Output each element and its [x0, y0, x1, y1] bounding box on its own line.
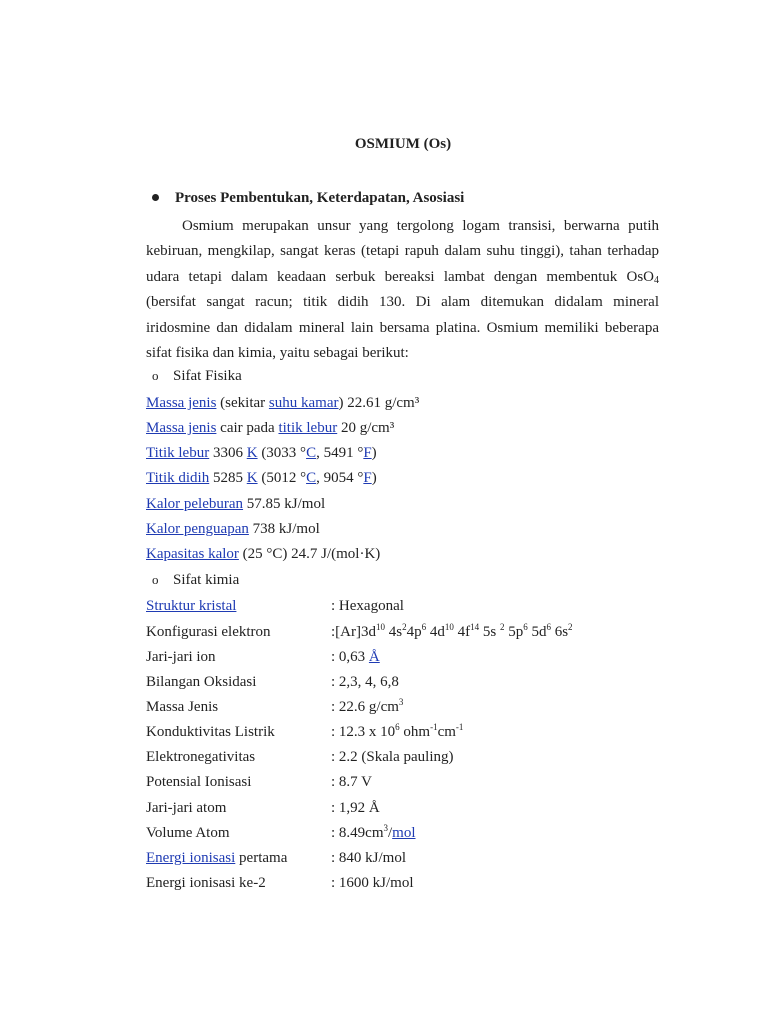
kimia-value-konduktivitas: : 12.3 x $10^6$ $ohm^{-1}cm^{-1}$: [331, 722, 464, 740]
kimia-value-struktur: : Hexagonal: [331, 598, 404, 614]
link-fahrenheit[interactable]: F: [363, 445, 372, 461]
fisika-kalor-penguapan: Kalor penguapan 738 kJ/mol: [146, 521, 320, 537]
kimia-value-potensial: : 8.7 V: [331, 774, 372, 790]
kimia-value-konfigurasi: $:[Ar]3d^{10}$ $4s^24p^6$ $4d^{10}$ $4f^{14}$ 5s $^2$ $5p^6$ $5d^6$ $6s^2$: [331, 622, 573, 640]
link-kapasitas-kalor[interactable]: Kapasitas kalor: [146, 546, 239, 562]
link-massa-jenis[interactable]: Massa jenis: [146, 420, 217, 436]
kimia-label-jari-ion: Jari-jari ion: [146, 649, 216, 665]
intro-text-cont: (bersifat sangat racun; titik didih 130. Di alam ditemukan didalam mineral iridosmine dan didalam mineral lain bersama platina. Osmium memiliki beberapa sifat fisika dan kimia, yaitu sebagai berikut:: [146, 294, 659, 362]
kimia-label-oksidasi: Bilangan Oksidasi: [146, 674, 257, 690]
page-title: OSMIUM (Os): [354, 136, 452, 152]
circle-bullet-icon: o: [152, 368, 159, 383]
kimia-label-jari-atom: Jari-jari atom: [146, 800, 227, 816]
kimia-label-energi-2: Energi ionisasi ke-2: [146, 875, 266, 891]
kimia-value-energi-1: : 840 kJ/mol: [331, 850, 407, 866]
link-celsius[interactable]: C: [306, 470, 317, 486]
subheading-label: Sifat kimia: [173, 572, 240, 588]
fisika-kapasitas-kalor: Kapasitas kalor (25 °C) 24.7 J/(mol·K): [146, 546, 381, 562]
kimia-label-massa-jenis: Massa Jenis: [146, 699, 219, 715]
subheading-kimia: [152, 572, 239, 589]
kimia-label-struktur: [146, 598, 236, 615]
link-fahrenheit[interactable]: F: [363, 470, 372, 486]
section-heading: [147, 190, 464, 207]
kimia-value-elektronegativitas: : 2.2 (Skala pauling): [331, 749, 454, 765]
link-energi-ionisasi[interactable]: Energi ionisasi: [146, 850, 236, 866]
circle-bullet-icon: o: [152, 572, 159, 587]
kimia-value-jari-atom: : 1,92 Å: [331, 800, 380, 816]
fisika-kalor-peleburan: Kalor peleburan 57.85 kJ/mol: [146, 496, 326, 512]
subscript: 4: [654, 274, 659, 286]
fisika-titik-lebur: Titik lebur 3306 K (3033 °C, 5491 °F): [146, 445, 377, 461]
kimia-value-massa-jenis: : 22.6 $g/cm^3$: [331, 697, 404, 715]
intro-paragraph: [146, 214, 659, 366]
link-mol[interactable]: mol: [392, 825, 416, 841]
link-celsius[interactable]: C: [306, 445, 317, 461]
bullet-icon: [152, 194, 159, 201]
kimia-value-oksidasi: : 2,3, 4, 6,8: [331, 674, 399, 690]
kimia-value-energi-2: : 1600 kJ/mol: [331, 875, 414, 891]
kimia-label-elektronegativitas: Elektronegativitas: [146, 749, 256, 765]
fisika-massa-jenis-2: Massa jenis cair pada titik lebur 20 g/cm³: [146, 420, 395, 436]
fisika-massa-jenis-1: Massa jenis (sekitar suhu kamar) 22.61 g/cm³: [146, 395, 420, 411]
link-titik-lebur[interactable]: Titik lebur: [146, 445, 210, 461]
subheading-label: Sifat Fisika: [173, 368, 242, 384]
link-suhu-kamar[interactable]: suhu kamar: [268, 395, 339, 411]
link-angstrom[interactable]: Å: [368, 649, 380, 665]
kimia-value-jari-ion: : 0,63 Å: [331, 649, 380, 665]
kimia-label-potensial: Potensial Ionisasi: [146, 774, 252, 790]
fisika-titik-didih: Titik didih 5285 K (5012 °C, 9054 °F): [146, 470, 377, 486]
link-massa-jenis[interactable]: Massa jenis: [146, 395, 217, 411]
link-titik-lebur[interactable]: titik lebur: [278, 420, 338, 436]
link-kelvin[interactable]: K: [246, 445, 258, 461]
kimia-label-konduktivitas: Konduktivitas Listrik: [146, 724, 275, 740]
intro-text: Osmium merupakan unsur yang tergolong logam transisi, berwarna putih kebiruan, mengkilap, sangat keras (tetapi rapuh dalam suhu tinggi), tahan terhadap udara tetapi dalam keadaan serbuk bereaksi lambat dengan membentuk OsO: [146, 218, 659, 285]
subheading-fisika: [152, 368, 242, 385]
link-struktur-kristal[interactable]: Struktur kristal: [146, 598, 237, 614]
kimia-label-energi-1: Energi ionisasi pertama: [146, 850, 288, 866]
link-kalor-peleburan[interactable]: Kalor peleburan: [146, 496, 244, 512]
kimia-label-volume: Volume Atom: [146, 825, 230, 841]
link-kalor-penguapan[interactable]: Kalor penguapan: [146, 521, 249, 537]
section-heading-text: Proses Pembentukan, Keterdapatan, Asosiasi: [175, 190, 465, 206]
link-kelvin[interactable]: K: [246, 470, 258, 486]
link-titik-didih[interactable]: Titik didih: [146, 470, 210, 486]
kimia-value-volume: : $8.49cm^3$/mol: [331, 823, 416, 841]
kimia-label-konfigurasi: Konfigurasi elektron: [146, 624, 271, 640]
